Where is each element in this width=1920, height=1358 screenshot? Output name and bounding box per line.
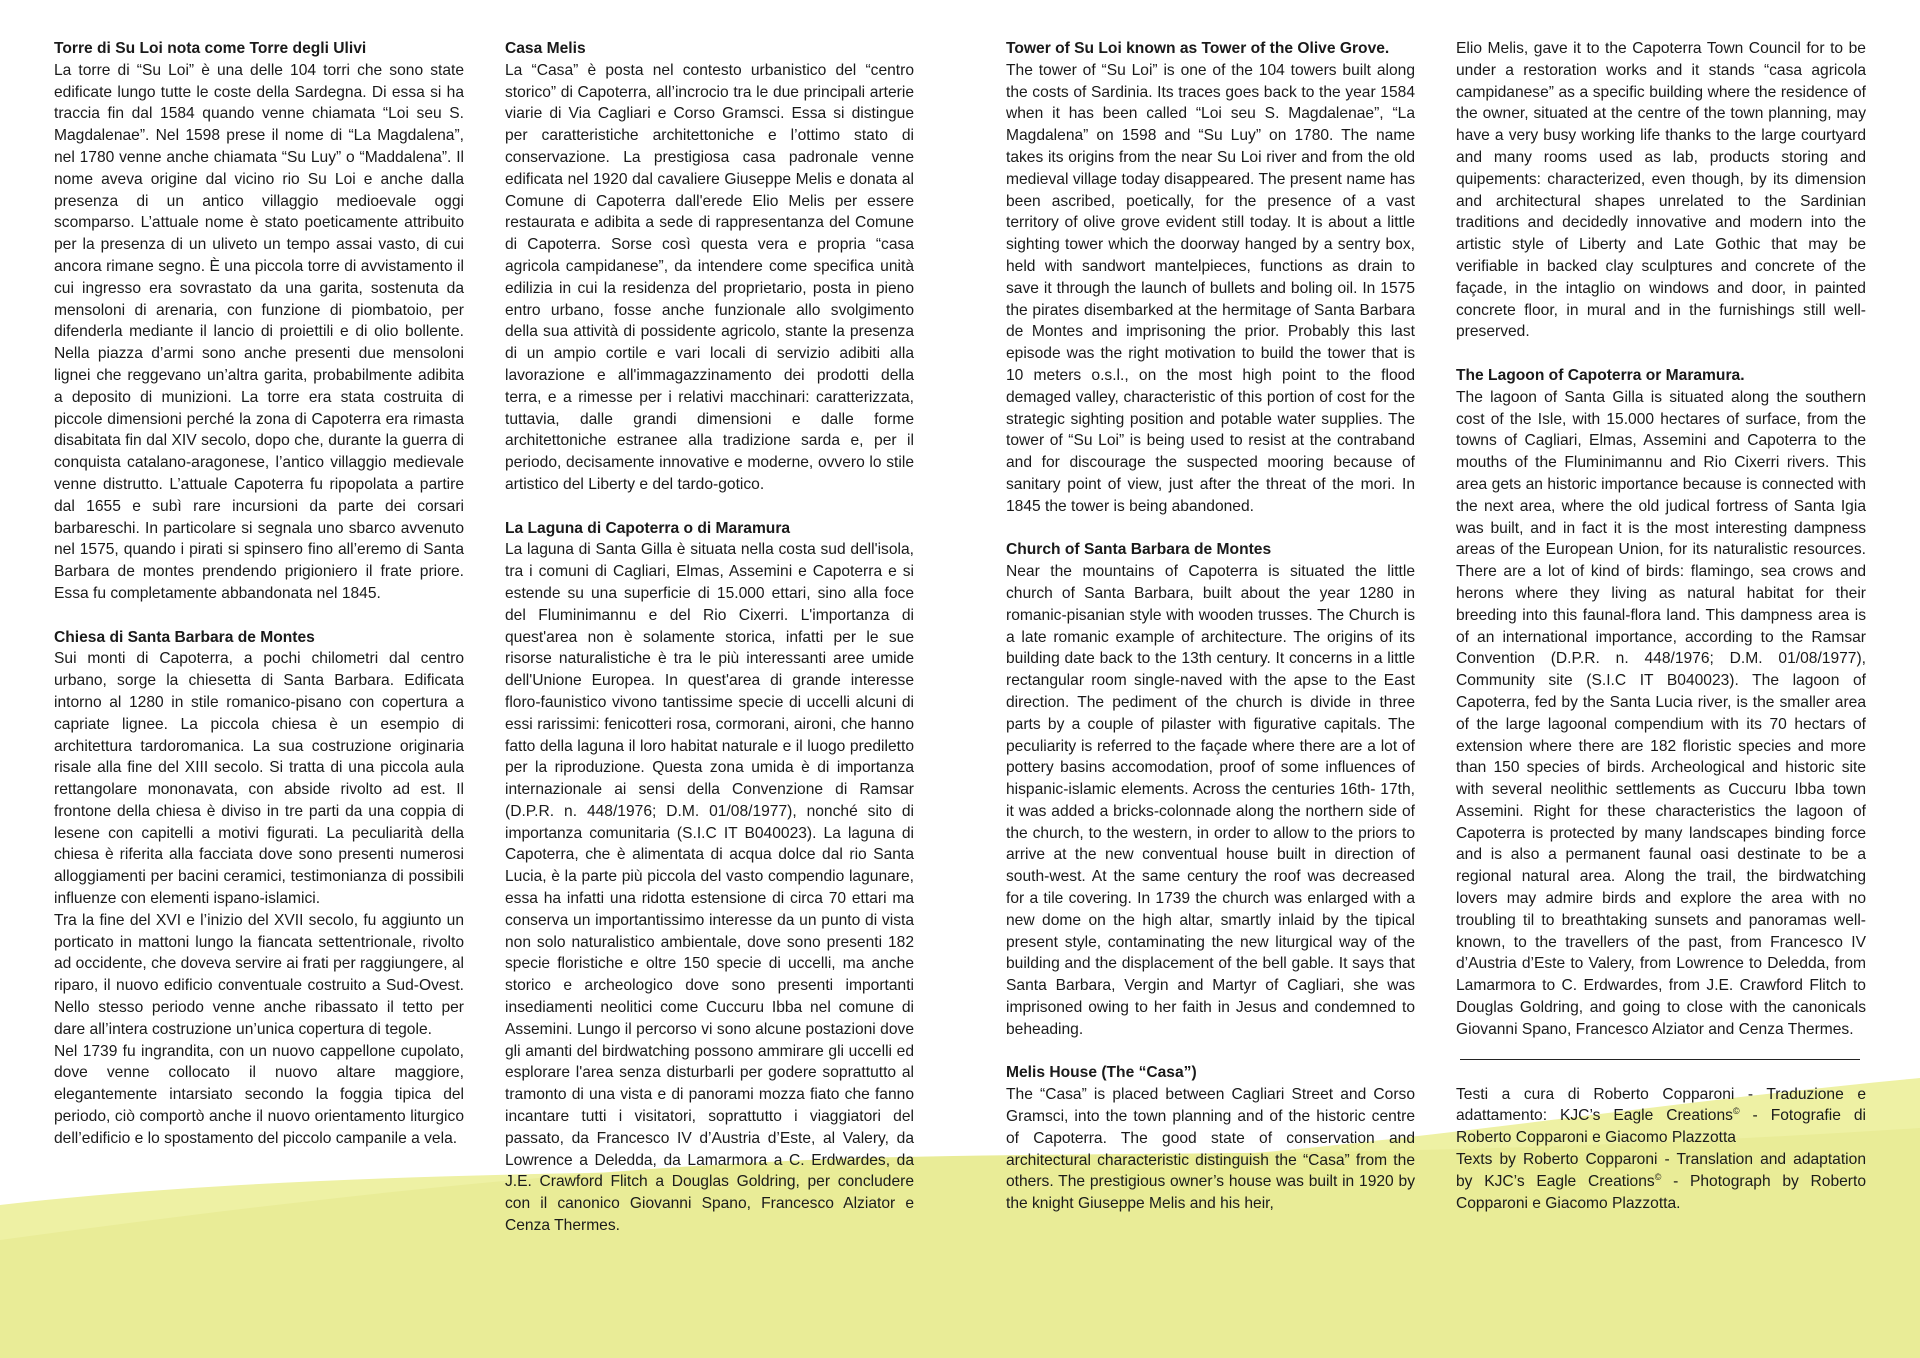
paragraph-chiesa-1: Sui monti di Capoterra, a pochi chilometri dal centro urbano, sorge la chiesetta di Santa Barbara. Edificata intorno al 1280 in stile romanico-pisano con copertura a capriate lignee. La piccola chiesa è un esempio di architettura tardoromanica. La sua costruzione originaria risale alla fine del XIII secolo. Si tratta di una piccola aula rettangolare mononavata, con abside rivolto ad est. Il frontone della chiesa è diviso in tre parti da una coppia di lesene con capitelli a motivi figurati. La peculiarità della chiesa è riferita alla facciata dove sono presenti numerosi alloggiamenti per bacini ceramici, testimonianza di possibili influenze con elementi ispano-islamici. xyxy=(54,650,464,908)
heading-torre-su-loi: Torre di Su Loi nota come Torre degli Ulivi xyxy=(54,40,367,57)
heading-melis-house: Melis House (The “Casa”) xyxy=(1006,1064,1197,1082)
column-italian-1 xyxy=(54,38,464,1150)
heading-casa-melis: Casa Melis xyxy=(505,40,586,57)
credits-italian-part-2: - Fotografie di Roberto Copparoni e Giacomo Plazzotta xyxy=(1456,1107,1866,1147)
paragraph-chiesa-3: Nel 1739 fu ingrandita, con un nuovo cappellone cupolato, dove venne collocato il nuovo altare maggiore, elegantemente intarsiato secondo la foggia tipica del periodo, ciò comportò anche il nuovo orientamento liturgico dell’edificio e lo spostamento del piccolo campanile a vela. xyxy=(54,1042,464,1147)
paragraph-chiesa-2: Tra la fine del XVI e l’inizio del XVII secolo, fu aggiunto un porticato in mattoni lungo la fiancata settentrionale, rivolto ad occidente, che doveva servire ai frati per raggiungere, al riparo, il nuovo edificio conventuale costruito a Sud-Ovest. Nello stesso periodo venne anche ribassato il tetto per dare all’intera costruzione un’unica copertura di tegole. xyxy=(54,911,465,1038)
column-english-1 xyxy=(1006,38,1415,1215)
credits-english-part-2: - Photograph by Roberto Copparoni e Giacomo Plazzotta. xyxy=(1456,1172,1866,1212)
credits-divider xyxy=(1460,1059,1860,1060)
credits-english-part-1: Texts by Roberto Copparoni - Translation and adaptation by KJC’s Eagle Creations xyxy=(1456,1151,1866,1190)
credits-italian-part-1: Testi a cura di Roberto Copparoni - Traduzione e adattamento: KJC’s Eagle Creations xyxy=(1456,1085,1866,1125)
paragraph-melis-house: The “Casa” is placed between Cagliari Street and Corso Gramsci, into the town planning and of the historic centre of Capoterra. The good state of conservation and architectural characteristic distinguish the “Casa” from the others. The prestigious owner’s house was built in 1920 by the knight Giuseppe Melis and his heir, xyxy=(1006,1086,1415,1213)
heading-church-santa-barbara: Church of Santa Barbara de Montes xyxy=(1006,541,1272,559)
copyright-mark: © xyxy=(1654,1171,1662,1182)
paragraph-melis-house-continued: Elio Melis, gave it to the Capoterra Town Council for to be under a restoration works and it stands “casa agricola campidanese” as a specific building where the residence of the owner, situated at the centre of the town planning, may have a very busy working life thanks to the large courtyard and many rooms used as lab, products storing and quipements: characterized, even though, by its dimension and architectural shapes unrelated to the Sardinian traditions and decidedly innovative and modern into the artistic style of Liberty and Late Gothic that may be verifiable in backed clay sculptures and concrete of the façade, in the intaglio on windows and door, in painted concrete floor, in mural and in the furnishings still well-preserved. xyxy=(1456,40,1866,341)
paragraph-torre-su-loi: La torre di “Su Loi” è una delle 104 torri che sono state edificate lungo tutte le coste della Sardegna. Di essa si ha traccia fin dal 1584 quando venne chiamata “Loi seu S. Magdalenae”. Nel 1598 prese il nome di “La Magdalena”, nel 1780 venne anche chiamata “Su Luy” o “Maddalena”. Il nome aveva origine dal vicino rio Su Loi e anche dalla presenza di un antico villaggio medioevale oggi scomparso. L’attuale nome è stato poeticamente attribuito per la presenza di un uliveto un tempo assai vasto, di cui ancora rimane segno. È una piccola torre di avvistamento il cui ingresso era sovrastato da una garita, sostenuta da mensoloni di arenaria, con funzione di piombatoio, per difenderla mediante il lancio di proiettili e di olio bollente. Nella piazza d’armi sono anche presenti due mensoloni lignei che reggevano un’altra garita, probabilmente adibita a deposito di munizioni. La torre era stata costruita di piccole dimensioni perché la zona di Capoterra era rimasta disabitata fin dal XIV secolo, dopo che, durante la guerra di conquista catalano-aragonese, l’antico villaggio medievale venne distrutto. L’attuale Capoterra fu ripopolata a partire dal 1655 e subì rare incursioni da parte dei corsari barbareschi. In particolare si segnala uno sbarco avvenuto nel 1575, quando i pirati si spinsero fino all’eremo di Santa Barbara de montes prendendo prigioniero il frate priore. Essa fu completamente abbandonata nel 1845. xyxy=(54,61,464,602)
credits-english xyxy=(1456,1149,1866,1214)
paragraph-lagoon: The lagoon of Santa Gilla is situated along the southern cost of the Isle, with 15.000 hectares of surface, from the towns of Cagliari, Elmas, Assemini and Capoterra to the mouths of the Fluminimannu and Rio Cixerri rivers. This area gets an historic importance because is connected with the next area, where the old judical fortress of Santa Igia was built, and in fact it is the most interesting dampness areas of the European Union, for its naturalistic resources. There are a lot of kind of birds: flamingo, sea crows and herons where they living as natural habitat for their breeding into this faunal-flora land. This dampness area is of an international importance, according to the Ramsar Convention (D.P.R. n. 448/1976; D.M. 01/08/1977), Community site (S.I.C IT B040023). The lagoon of Capoterra, fed by the Santa Lucia river, is the smaller area of the large lagoonal compendium with its 70 hectars of extension where there are 182 floristic species and more than 150 species of birds. Archeological and historic site with several neolithic settlements as Cuccuru Ibba town Assemini. Right for these characteristics the lagoon of Capoterra is protected by many landscapes binding force and is also a permanent faunal oasi destinate to be a regional natural area. Along the trail, the birdwatching lovers may admire birds and explore the area with no troubling til to breathtaking sunsets and panoramas well-known, to the travellers of the past, from Francesco IV d’Austria d’Este to Valery, from Lowrence to Deledda, from Lamarmora to C. Erdwardes, from J.E. Crawford Flitch to Douglas Goldring, and going to close with the canonicals Giovanni Spano, Francesco Alziator and Cenza Thermes. xyxy=(1456,388,1866,1038)
heading-chiesa-santa-barbara: Chiesa di Santa Barbara de Montes xyxy=(54,628,315,646)
copyright-mark: © xyxy=(1732,1106,1740,1117)
paragraph-casa-melis: La “Casa” è posta nel contesto urbanistico del “centro storico” di Capoterra, all’incrocio tra le due principali arterie viarie di Via Cagliari e Corso Gramsci. Essa si distingue per caratteristiche architettoniche e l’ottimo stato di conservazione. La prestigiosa casa padronale venne edificata nel 1920 dal cavaliere Giuseppe Melis e donata al Comune di Capoterra dall'erede Elio Melis per essere restaurata e adibita a sede di rappresentanza del Comune di Capoterra. Sorse così questa vera e propria “casa agricola campidanese”, da intendere come specifica unità edilizia in cui la residenza del proprietario, posta in pieno entro urbano, fosse anche funzionale allo svolgimento della sua attività di possidente agricolo, stante la presenza di un ampio cortile e vari locali di servizio adibiti alla lavorazione e all'immagazzinamento dei prodotti della terra, e a rimesse per i relativi macchinari: caratterizzata, tuttavia, dalle grandi dimensioni e dalle forme architettoniche estranee alla tradizione sarda e, per il periodo, decisamente innovative e moderne, ovvero lo stile artistico del Liberty e del tardo-gotico. xyxy=(505,61,914,493)
heading-tower-su-loi: Tower of Su Loi known as Tower of the Olive Grove. xyxy=(1006,40,1390,57)
paragraph-church-santa-barbara: Near the mountains of Capoterra is situated the little church of Santa Barbara, built about the year 1280 in romanic-pisanian style with wooden trusses. The Church is a late romanic example of architecture. The origins of its building date back to the 13th century. It concerns in a little rectangular room single-naved with the apse to the East direction. The pediment of the church is divide in three parts by a couple of pilaster with figurative capitals. The peculiarity is referred to the façade where there are a lot of pottery basins accomodation, proof of some influences of hispanic-islamic elements. Across the centuries 16th- 17th, it was added a bricks-colonnade along the northern side of the church, to the western, in order to allow to the priors to arrive at the new conventual house built in direction of south-west. At the same century the roof was decreased for a tile covering. In 1739 the church was enlarged with a new dome on the high altar, smartly inlaid by the tipical present style, contaminating the new liturgical way of the building and the displacement of the bell gable. It says that Santa Barbara, Vergin and Martyr of Cagliari, she was imprisoned owing to her faith in Jesus and condemned to beheading. xyxy=(1006,563,1415,1038)
heading-lagoon: The Lagoon of Capoterra or Maramura. xyxy=(1456,366,1745,384)
heading-laguna: La Laguna di Capoterra o di Maramura xyxy=(505,519,791,537)
column-italian-2 xyxy=(505,38,914,1237)
column-english-2 xyxy=(1456,38,1866,1214)
paragraph-laguna: La laguna di Santa Gilla è situata nella costa sud dell'isola, tra i comuni di Cagliari, Elmas, Assemini e Capoterra e si estende su una superficie di 15.000 ettari, sino alla foce del Fluminimannu e del Rio Cixerri. L'importanza di quest'area non è solamente storica, infatti per le sue risorse naturalistiche è tra le più interessanti aree umide dell'Unione Europea. In quest'area di grande interesse floro-faunistico vivono tantissime specie di uccelli alcuni di essi rarissimi: fenicotteri rosa, cormorani, aironi, che hanno fatto della laguna il loro habitat naturale e il luogo prediletto per la riproduzione. Questa zona umida è di importanza internazionale ai sensi della Convenzione di Ramsar (D.P.R. n. 448/1976; D.M. 01/08/1977), nonché sito di importanza comunitaria (S.I.C IT B040023). La laguna di Capoterra, che è alimentata di acqua dolce dal rio Santa Lucia, è la parte più piccola del vasto compendio lagunare, essa ha infatti una ridotta estensione di circa 70 ettari ma conserva un importantissimo interesse da un punto di vista non solo naturalistico ambientale, dove sono presenti 182 specie floristiche e oltre 150 specie di uccelli, ma anche storico e archeologico dove sono presenti importanti insediamenti neolitici come Cuccuru Ibba nel comune di Assemini. Lungo il percorso vi sono alcune postazioni dove gli amanti del birdwatching possono ammirare gli uccelli ed esplorare l'area senza disturbarli per godere soprattutto al tramonto di una vista e di panorami mozza fiato che fanno incantare tutti i visitatori, soprattutto i viaggiatori del passato, da Francesco IV d’Austria d’Este, al Valery, da Lowrence a Deledda, da Lamarmora a C. Erdwardes, da J.E. Crawford Flitch a Douglas Goldring, per concludere con il canonico Giovanni Spano, Francesco Alziator e Cenza Thermes. xyxy=(505,541,914,1235)
credits-italian xyxy=(1456,1084,1866,1149)
paragraph-tower-su-loi: The tower of “Su Loi” is one of the 104 towers built along the costs of Sardinia. Its traces goes back to the year 1584 when it has been called “Loi seu S. Magdalenae”, “La Magdalena” on 1598 and “Su Luy” on 1780. The name takes its origins from the near Su Loi river and from the old medieval village today disappeared. The present name has been ascribed, poetically, for the presence of a vast territory of olive grove evident still today. It is about a little sighting tower which the doorway hanged by a sentry box, held with sandwort mantelpieces, functions as drain to save it through the launch of bullets and boling oil. In 1575 the pirates disembarked at the hermitage of Santa Barbara de Montes and imprisoning the prior. Probably this last episode was the right motivation to build the tower that is 10 meters o.s.l., on the most high point to the flood demaged valley, characteristic of this portion of cost for the strategic sighting position and potable water supplies. The tower of “Su Loi” is being used to resist at the contraband and for discourage the suspected mooring because of sanitary point of view, just after the threat of the mori. In 1845 the tower is being abandoned. xyxy=(1006,61,1415,515)
